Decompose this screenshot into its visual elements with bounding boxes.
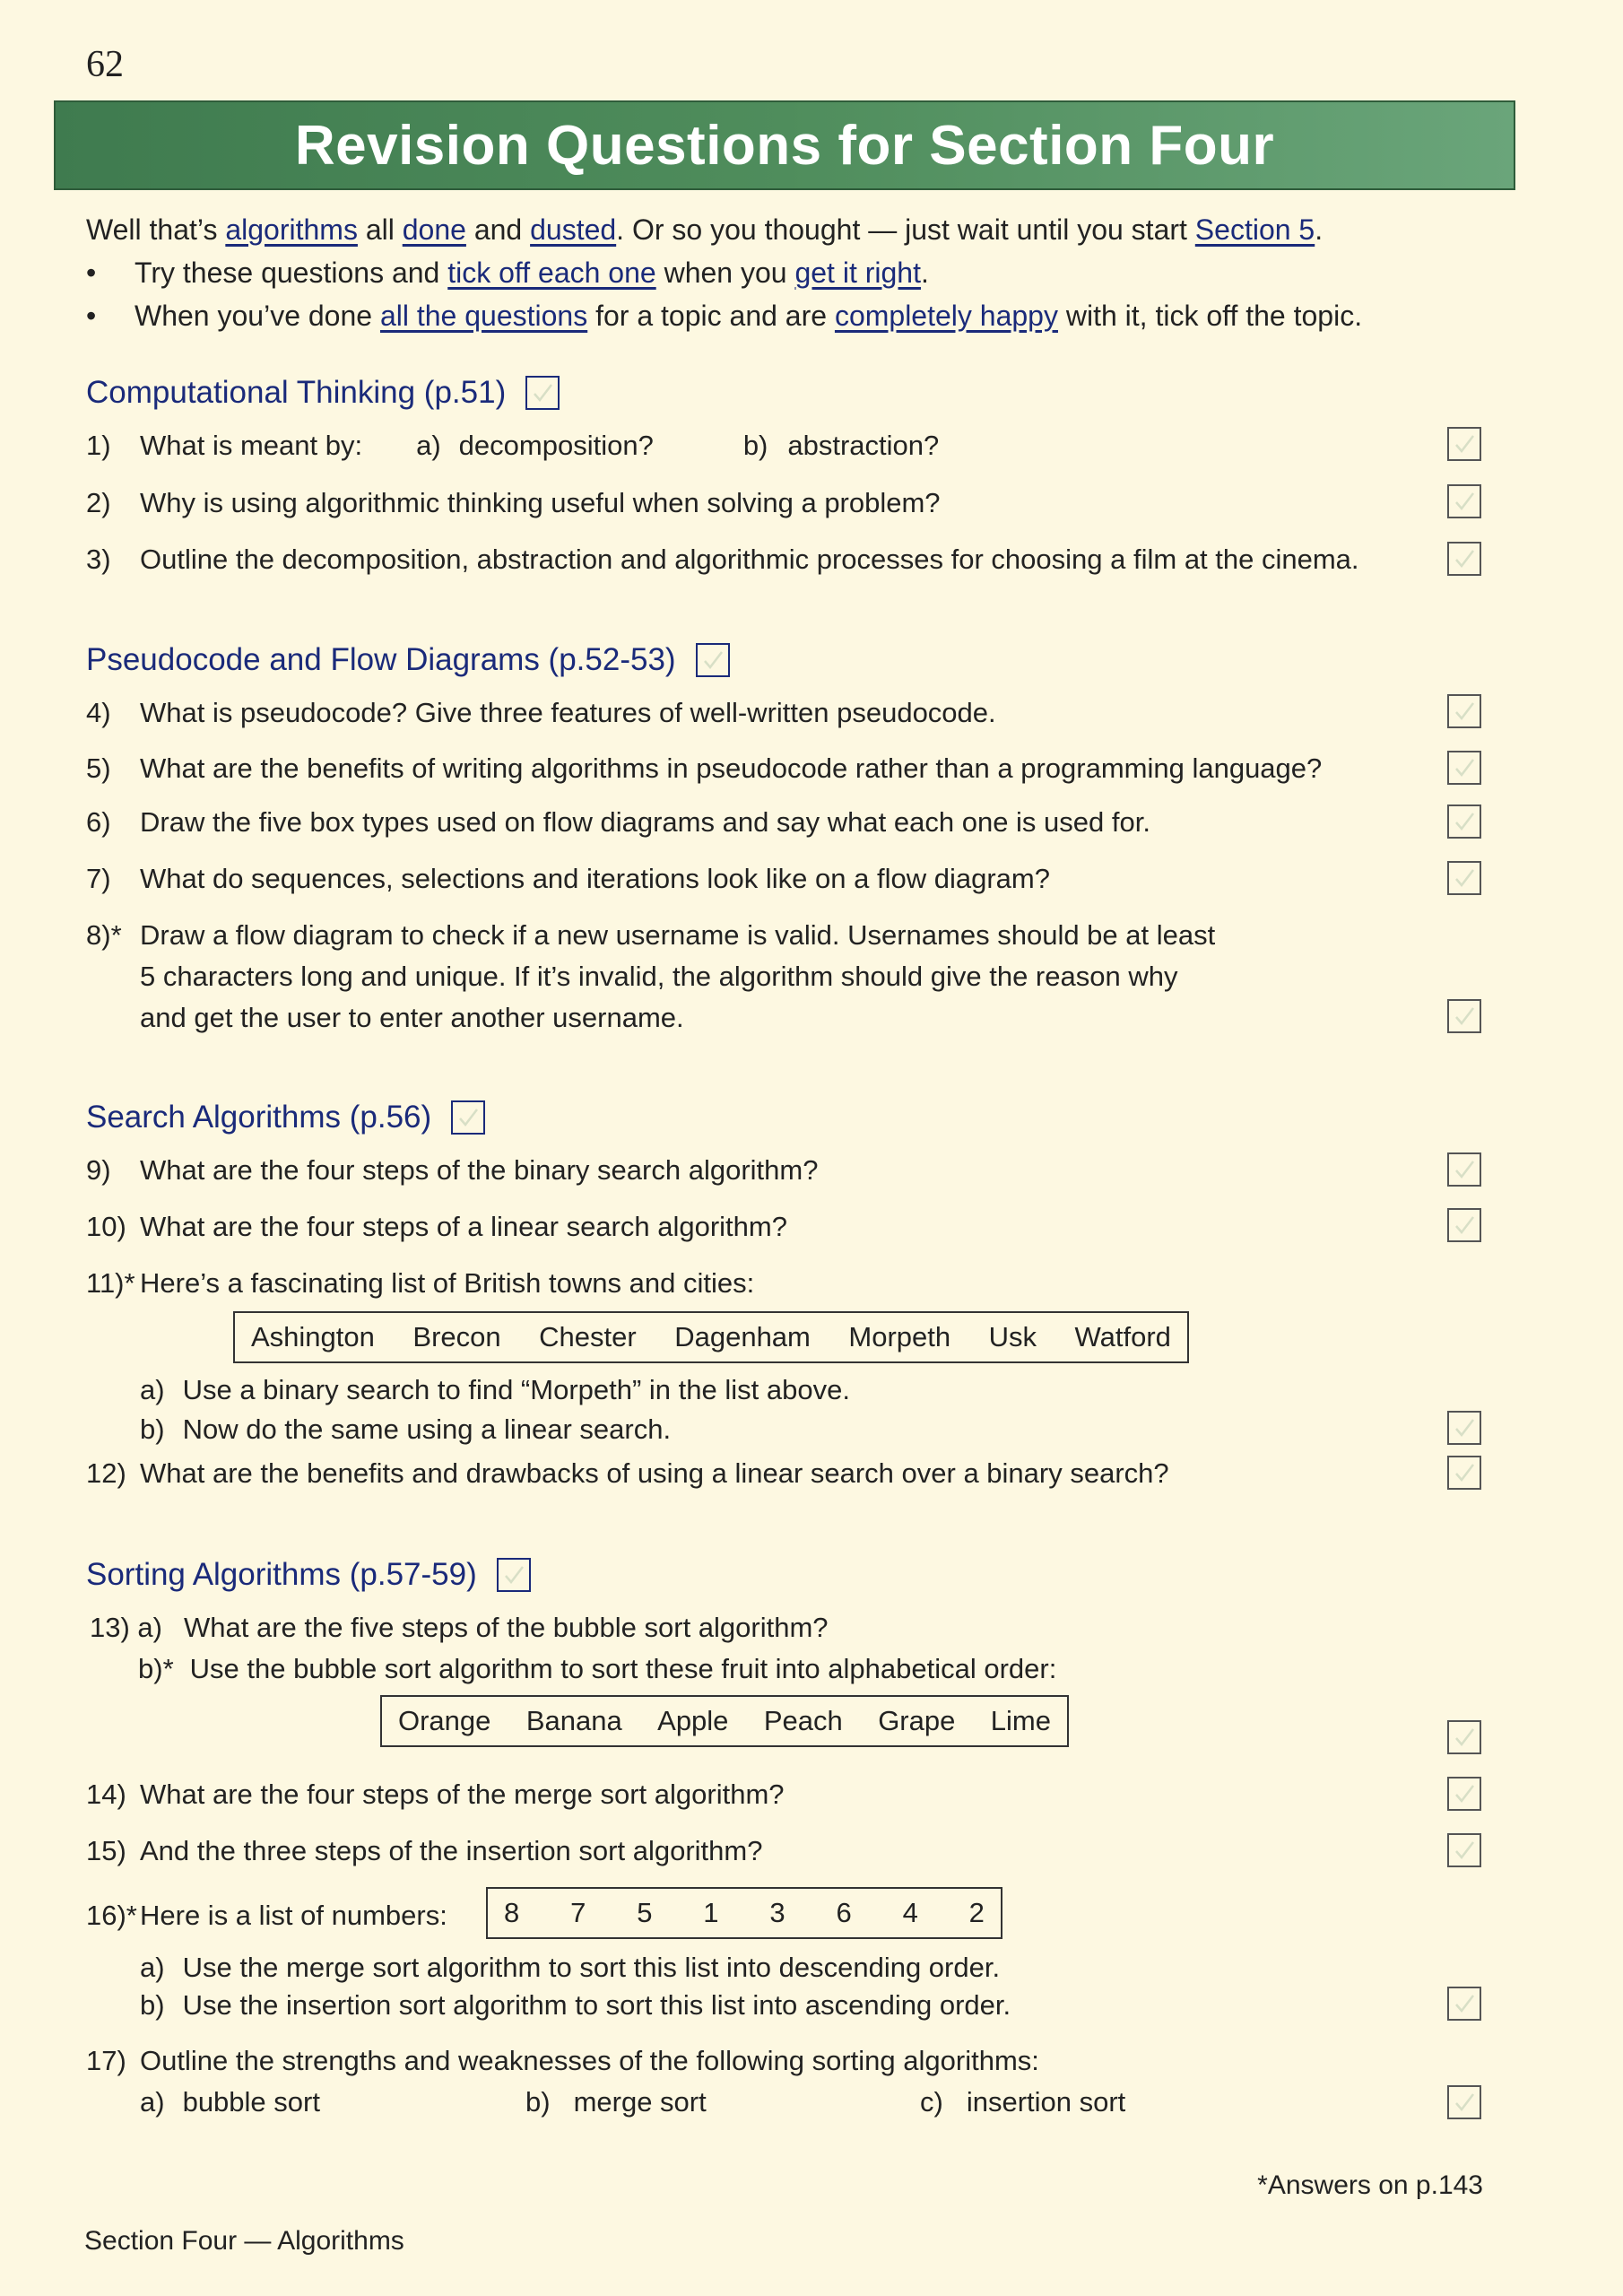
- question-1: 1) What is meant by: a) decomposition? b) abstraction?: [86, 430, 940, 461]
- question-17b: b) merge sort: [525, 2086, 707, 2118]
- question-11b: b) Now do the same using a linear search.: [140, 1413, 672, 1445]
- list-item: Dagenham: [674, 1321, 811, 1352]
- question-7: 7) What do sequences, selections and iterations look like on a flow diagram?: [86, 863, 1050, 894]
- question-5: 5) What are the benefits of writing algorithms in pseudocode rather than a programming language?: [86, 752, 1323, 784]
- question-checkbox[interactable]: [1447, 1720, 1481, 1754]
- list-item: Apple: [657, 1705, 729, 1736]
- faint-tick-icon: [1451, 1837, 1478, 1864]
- list-item: Grape: [878, 1705, 956, 1736]
- underlined-phrase: dusted: [530, 213, 617, 246]
- faint-tick-icon: [1451, 545, 1478, 572]
- underlined-phrase: get it right: [794, 257, 921, 289]
- numbers-list: [486, 1887, 1002, 1939]
- question-checkbox[interactable]: [1447, 2085, 1481, 2119]
- question-13a: 13) a) What are the five steps of the bubble sort algorithm?: [90, 1612, 829, 1643]
- list-item: Ashington: [251, 1321, 375, 1352]
- faint-tick-icon: [1451, 2089, 1478, 2116]
- section-heading: [86, 642, 730, 678]
- answers-note: *Answers on p.143: [1257, 2170, 1483, 2200]
- section-heading: [86, 1100, 485, 1135]
- question-11: 11)* Here’s a fascinating list of British towns and cities:: [86, 1267, 755, 1299]
- question-checkbox[interactable]: [1447, 751, 1481, 785]
- question-6: 6) Draw the five box types used on flow diagrams and say what each one is used for.: [86, 806, 1150, 838]
- question-checkbox[interactable]: [1447, 1987, 1481, 2021]
- underlined-phrase: done: [402, 213, 466, 246]
- section-banner: [54, 100, 1515, 190]
- page-footer: Section Four — Algorithms: [84, 2226, 404, 2256]
- list-item: Brecon: [412, 1321, 501, 1352]
- faint-tick-icon: [1451, 865, 1478, 891]
- question-checkbox[interactable]: [1447, 861, 1481, 895]
- intro-text: [86, 208, 1521, 337]
- faint-tick-icon: [1451, 1724, 1478, 1751]
- list-item: Watford: [1074, 1321, 1171, 1352]
- question-4: 4) What is pseudocode? Give three features of well-written pseudocode.: [86, 697, 996, 728]
- intro-bullet: • When you’ve done all the questions for a topic and are completely happy with it, tick off the topic.: [86, 294, 1521, 337]
- list-item: 3: [769, 1897, 785, 1928]
- page-number: 62: [86, 44, 124, 85]
- question-checkbox[interactable]: [1447, 427, 1481, 461]
- topic-checkbox[interactable]: [525, 376, 560, 410]
- question-checkbox[interactable]: [1447, 542, 1481, 576]
- question-2: 2) Why is using algorithmic thinking useful when solving a problem?: [86, 487, 941, 518]
- list-item: Morpeth: [848, 1321, 951, 1352]
- question-16b: b) Use the insertion sort algorithm to sort this list into ascending order.: [140, 1989, 1011, 2021]
- question-9: 9) What are the four steps of the binary search algorithm?: [86, 1154, 819, 1186]
- question-checkbox[interactable]: [1447, 804, 1481, 839]
- question-17c: c) insertion sort: [920, 2086, 1126, 2118]
- list-item: 1: [703, 1897, 719, 1928]
- question-14: 14) What are the four steps of the merge sort algorithm?: [86, 1779, 785, 1810]
- fruit-list: [380, 1695, 1069, 1747]
- question-16a: a) Use the merge sort algorithm to sort this list into descending order.: [140, 1952, 1001, 1983]
- page-title: Revision Questions for Section Four: [294, 114, 1275, 177]
- faint-tick-icon: [699, 647, 726, 674]
- intro-line: Well that’s algorithms all done and dusted. Or so you thought — just wait until you start Section 5.: [86, 213, 1324, 246]
- list-item: Peach: [763, 1705, 843, 1736]
- faint-tick-icon: [1451, 430, 1478, 457]
- question-checkbox[interactable]: [1447, 1208, 1481, 1242]
- faint-tick-icon: [1451, 1459, 1478, 1486]
- question-checkbox[interactable]: [1447, 1456, 1481, 1490]
- underlined-phrase: tick off each one: [447, 257, 656, 289]
- faint-tick-icon: [1451, 698, 1478, 725]
- list-item: Banana: [525, 1705, 622, 1736]
- question-checkbox[interactable]: [1447, 999, 1481, 1033]
- list-item: 6: [836, 1897, 852, 1928]
- topic-checkbox[interactable]: [497, 1558, 531, 1592]
- question-17a: a) bubble sort: [140, 2086, 320, 2118]
- faint-tick-icon: [1451, 754, 1478, 781]
- list-item: 7: [570, 1897, 586, 1928]
- question-16: 16)* Here is a list of numbers:: [86, 1900, 447, 1931]
- question-checkbox[interactable]: [1447, 1833, 1481, 1867]
- section-heading-text: Sorting Algorithms (p.57-59): [86, 1557, 477, 1592]
- faint-tick-icon: [500, 1561, 527, 1588]
- section-heading: [86, 375, 560, 411]
- faint-tick-icon: [529, 379, 556, 406]
- topic-checkbox[interactable]: [451, 1100, 485, 1135]
- question-11a: a) Use a binary search to find “Morpeth” in the list above.: [140, 1374, 850, 1405]
- underlined-phrase: all the questions: [379, 300, 588, 332]
- underlined-phrase: completely happy: [834, 300, 1058, 332]
- intro-bullet: • Try these questions and tick off each one when you get it right.: [86, 251, 1521, 294]
- faint-tick-icon: [1451, 1212, 1478, 1239]
- list-item: Lime: [990, 1705, 1051, 1736]
- question-8: 8)* Draw a flow diagram to check if a new username is valid. Usernames should be at least 5 characters long and unique. If it’s invalid, the algorithm should give the reason why and get the user to enter another username.: [86, 919, 1216, 1033]
- section-heading-text: Computational Thinking (p.51): [86, 375, 507, 410]
- list-item: Orange: [398, 1705, 491, 1736]
- question-12: 12) What are the benefits and drawbacks of using a linear search over a binary search?: [86, 1457, 1169, 1489]
- question-checkbox[interactable]: [1447, 1152, 1481, 1187]
- question-checkbox[interactable]: [1447, 1411, 1481, 1445]
- list-item: Usk: [988, 1321, 1037, 1352]
- question-checkbox[interactable]: [1447, 694, 1481, 728]
- faint-tick-icon: [1451, 808, 1478, 835]
- question-17: 17) Outline the strengths and weaknesses of the following sorting algorithms:: [86, 2045, 1039, 2076]
- list-item: 5: [637, 1897, 653, 1928]
- underlined-phrase: algorithms: [225, 213, 358, 246]
- faint-tick-icon: [1451, 488, 1478, 515]
- section-heading-text: Pseudocode and Flow Diagrams (p.52-53): [86, 642, 676, 677]
- underlined-phrase: Section 5: [1194, 213, 1315, 246]
- towns-list: [233, 1311, 1189, 1363]
- list-item: Chester: [539, 1321, 637, 1352]
- faint-tick-icon: [1451, 1156, 1478, 1183]
- topic-checkbox[interactable]: [696, 643, 730, 677]
- faint-tick-icon: [1451, 1414, 1478, 1441]
- list-item: 2: [968, 1897, 985, 1928]
- question-checkbox[interactable]: [1447, 484, 1481, 518]
- faint-tick-icon: [1451, 1990, 1478, 2017]
- question-13b: b)* Use the bubble sort algorithm to sort these fruit into alphabetical order:: [138, 1653, 1057, 1684]
- question-3: 3) Outline the decomposition, abstraction and algorithmic processes for choosing a film at the cinema.: [86, 544, 1359, 575]
- section-heading: [86, 1557, 531, 1593]
- section-heading-text: Search Algorithms (p.56): [86, 1100, 432, 1135]
- list-item: 4: [902, 1897, 918, 1928]
- faint-tick-icon: [455, 1104, 482, 1131]
- list-item: 8: [504, 1897, 520, 1928]
- question-15: 15) And the three steps of the insertion sort algorithm?: [86, 1835, 763, 1866]
- faint-tick-icon: [1451, 1780, 1478, 1807]
- question-checkbox[interactable]: [1447, 1777, 1481, 1811]
- faint-tick-icon: [1451, 1003, 1478, 1030]
- question-10: 10) What are the four steps of a linear search algorithm?: [86, 1211, 787, 1242]
